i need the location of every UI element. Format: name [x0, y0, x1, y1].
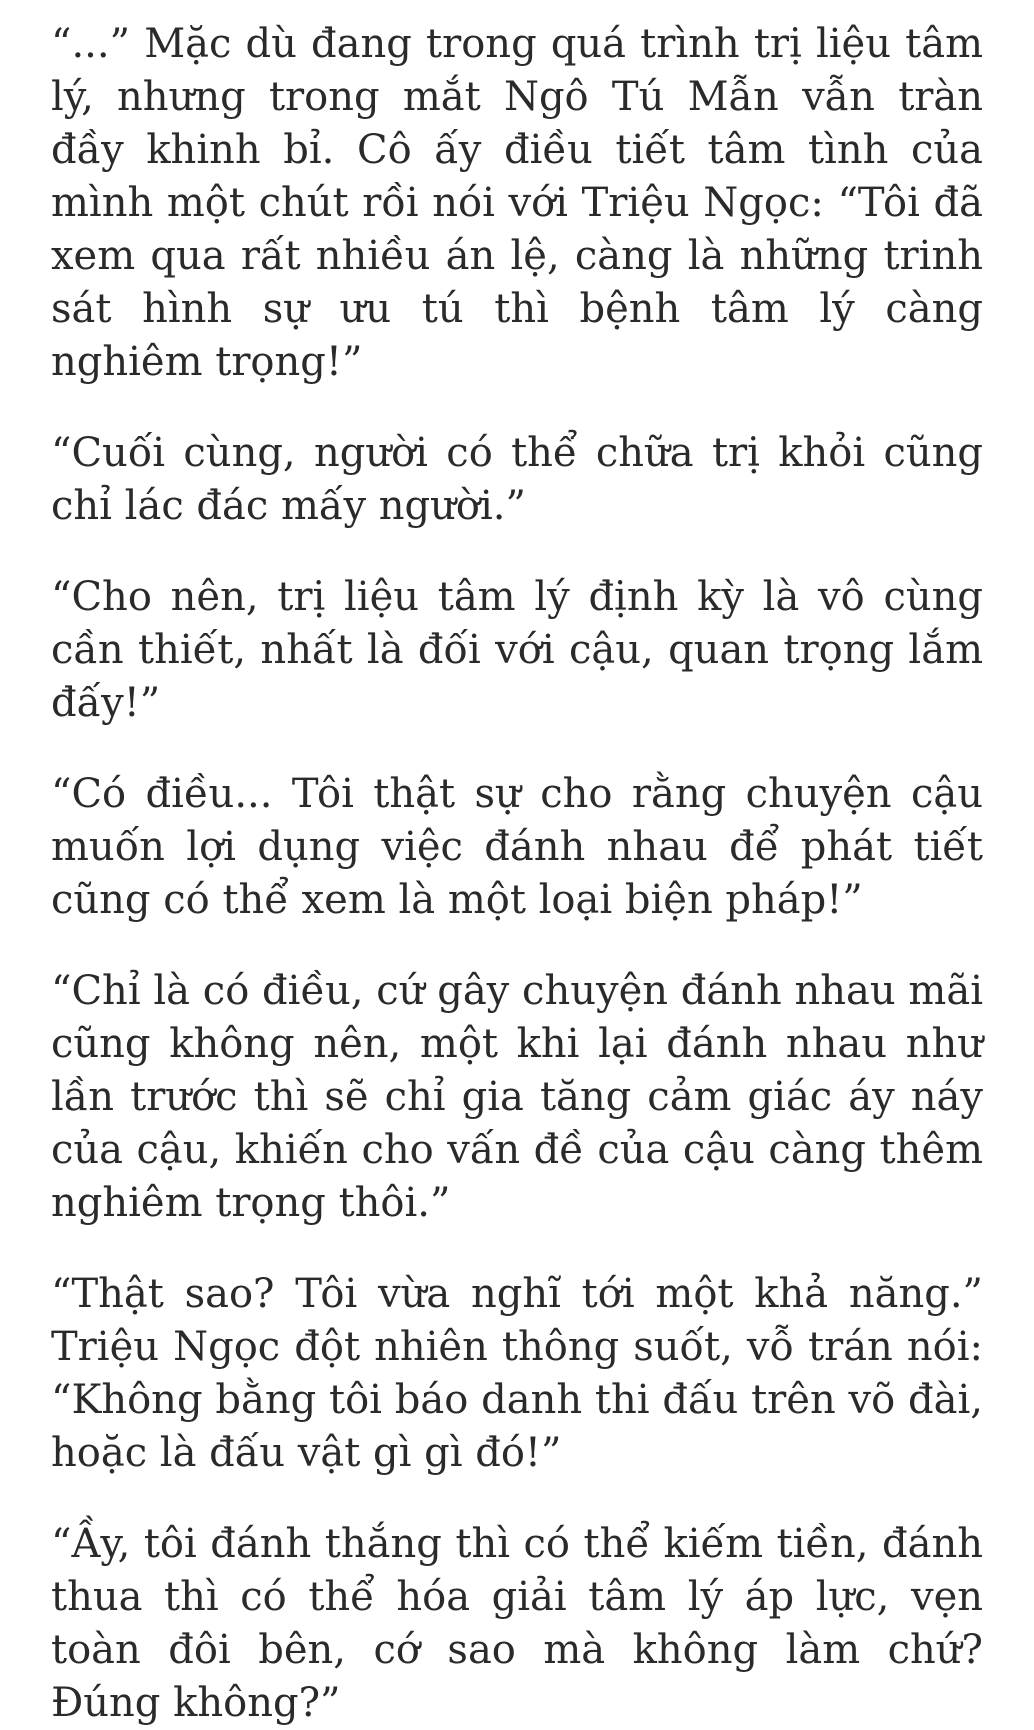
paragraph-4: “Có điều... Tôi thật sự cho rằng chuyện cậu muốn lợi dụng việc đánh nhau để phát tiết cũng có thể xem là một loại biện pháp!”	[51, 771, 983, 923]
paragraph-2: “Cuối cùng, người có thể chữa trị khỏi cũng chỉ lác đác mấy người.”	[51, 430, 983, 529]
paragraph-1: “...” Mặc dù đang trong quá trình trị liệu tâm lý, nhưng trong mắt Ngô Tú Mẫn vẫn tràn đầy khinh bỉ. Cô ấy điều tiết tâm tình của mình một chút rồi nói với Triệu Ngọc: “Tôi đã xem qua rất nhiều án lệ, càng là những trinh sát hình sự ưu tú thì bệnh tâm lý càng nghiêm trọng!”	[51, 21, 983, 385]
paragraph-7: “Ầy, tôi đánh thắng thì có thể kiếm tiền, đánh thua thì có thể hóa giải tâm lý áp lực, vẹn toàn đôi bên, cớ sao mà không làm chứ? Đúng không?”	[51, 1521, 983, 1726]
paragraph-3: “Cho nên, trị liệu tâm lý định kỳ là vô cùng cần thiết, nhất là đối với cậu, quan trọng lắm đấy!”	[51, 574, 983, 726]
reader-text-body	[51, 18, 983, 1730]
paragraph-6: “Thật sao? Tôi vừa nghĩ tới một khả năng.” Triệu Ngọc đột nhiên thông suốt, vỗ trán nói: “Không bằng tôi báo danh thi đấu trên võ đài, hoặc là đấu vật gì gì đó!”	[51, 1271, 983, 1476]
paragraph-5: “Chỉ là có điều, cứ gây chuyện đánh nhau mãi cũng không nên, một khi lại đánh nhau như lần trước thì sẽ chỉ gia tăng cảm giác áy náy của cậu, khiến cho vấn đề của cậu càng thêm nghiêm trọng thôi.”	[51, 968, 983, 1226]
